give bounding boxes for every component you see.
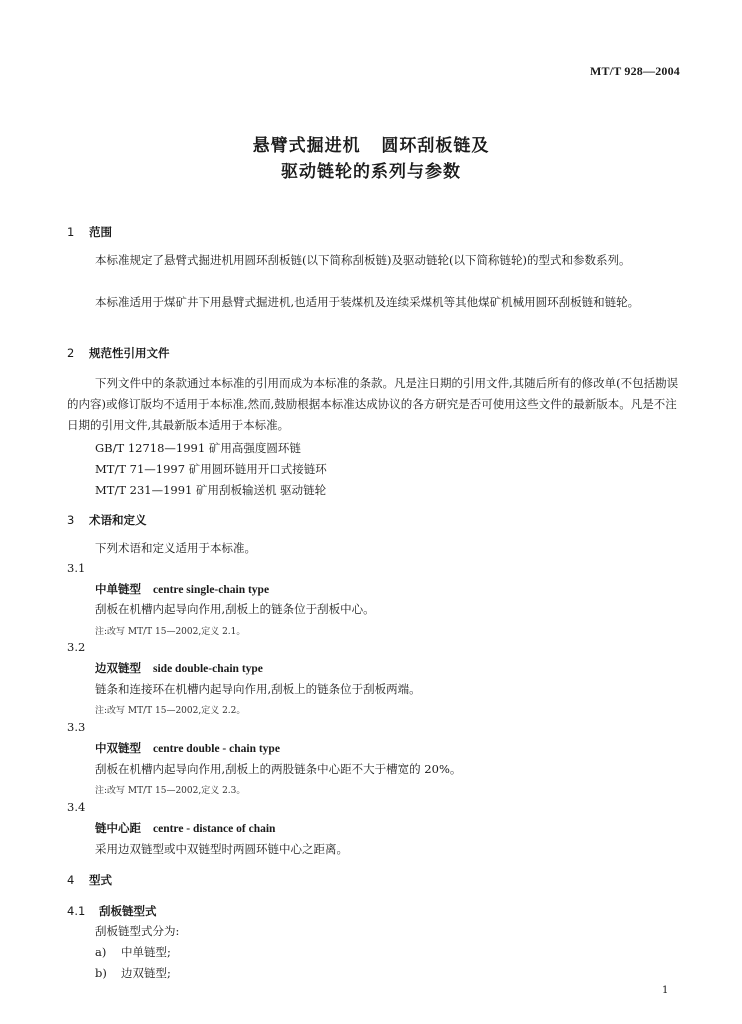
section-title: 型式	[89, 873, 112, 887]
term-en: centre double - chain type	[153, 743, 280, 755]
term-definition: 刮板在机槽内起导向作用,刮板上的两股链条中心距不大于槽宽的 20%。	[95, 762, 462, 776]
section-title: 规范性引用文件	[89, 346, 170, 360]
term-definition: 刮板在机槽内起导向作用,刮板上的链条位于刮板中心。	[95, 602, 375, 616]
title-line-1: 悬臂式掘进机 圆环刮板链及	[252, 136, 490, 156]
term-note: 注:改写 MT/T 15—2002,定义 2.2。	[95, 706, 246, 716]
term-heading	[95, 581, 269, 597]
clause-number: 3.2	[67, 640, 86, 654]
section-number: 1	[67, 225, 75, 239]
list-marker: a)	[95, 945, 107, 959]
term-zh: 链中心距	[95, 821, 141, 835]
clause-number: 3.1	[67, 561, 86, 575]
term-heading	[95, 820, 275, 836]
term-en: centre - distance of chain	[153, 823, 276, 835]
list-item	[95, 965, 171, 981]
term-note: 注:改写 MT/T 15—2002,定义 2.1。	[95, 627, 246, 637]
reference-item: MT/T 231—1991 矿用刮板输送机 驱动链轮	[95, 483, 327, 497]
section-title: 术语和定义	[89, 513, 147, 527]
list-item-text: 中单链型;	[121, 945, 171, 959]
subsection-title: 刮板链型式	[99, 904, 157, 918]
section-number: 4	[67, 873, 75, 887]
section-title: 范围	[89, 225, 112, 239]
section-1-paragraph-2: 本标准适用于煤矿井下用悬臂式掘进机,也适用于装煤机及连续采煤机等其他煤矿机械用圆环刮板链和链轮。	[95, 295, 640, 309]
subsection-number: 4.1	[67, 904, 86, 918]
section-3-heading	[67, 512, 147, 528]
title-line-2: 驱动链轮的系列与参数	[281, 162, 461, 182]
term-note: 注:改写 MT/T 15—2002,定义 2.3。	[95, 786, 246, 796]
section-4-heading	[67, 872, 112, 888]
clause-number: 3.3	[67, 720, 86, 734]
section-number: 3	[67, 513, 75, 527]
standard-code: MT/T 928—2004	[589, 64, 680, 78]
term-zh: 中单链型	[95, 582, 141, 596]
reference-item: GB/T 12718—1991 矿用高强度圆环链	[95, 441, 301, 455]
subsection-intro: 刮板链型式分为:	[95, 924, 180, 938]
list-item	[95, 944, 171, 960]
document-title	[0, 133, 742, 185]
term-definition: 采用边双链型或中双链型时两圆环链中心之距离。	[95, 842, 348, 856]
term-zh: 中双链型	[95, 741, 141, 755]
clause-number: 3.4	[67, 800, 86, 814]
section-2-heading	[67, 345, 170, 361]
list-item-text: 边双链型;	[121, 966, 171, 980]
section-1-heading	[67, 224, 112, 240]
section-3-intro: 下列术语和定义适用于本标准。	[95, 541, 256, 555]
page-number: 1	[662, 985, 669, 996]
term-heading	[95, 660, 263, 676]
section-1-paragraph-1: 本标准规定了悬臂式掘进机用圆环刮板链(以下简称刮板链)及驱动链轮(以下简称链轮)的型式和参数系列。	[95, 253, 631, 267]
term-definition: 链条和连接环在机槽内起导向作用,刮板上的链条位于刮板两端。	[95, 682, 421, 696]
section-number: 2	[67, 346, 75, 360]
reference-item: MT/T 71—1997 矿用圆环链用开口式接链环	[95, 462, 327, 476]
term-zh: 边双链型	[95, 661, 141, 675]
section-2-paragraph: 下列文件中的条款通过本标准的引用而成为本标准的条款。凡是注日期的引用文件,其随后所有的修改单(不包括勘误的内容)或修订版均不适用于本标准,然而,鼓励根据本标准达成协议的各方研究是否可使用这些文件的最新版本。凡是不注日期的引用文件,其最新版本适用于本标准。	[67, 376, 679, 432]
term-en: side double-chain type	[153, 663, 263, 675]
term-heading	[95, 740, 280, 756]
subsection-4-1-heading	[67, 903, 157, 919]
term-en: centre single-chain type	[153, 584, 270, 596]
list-marker: b)	[95, 966, 107, 980]
